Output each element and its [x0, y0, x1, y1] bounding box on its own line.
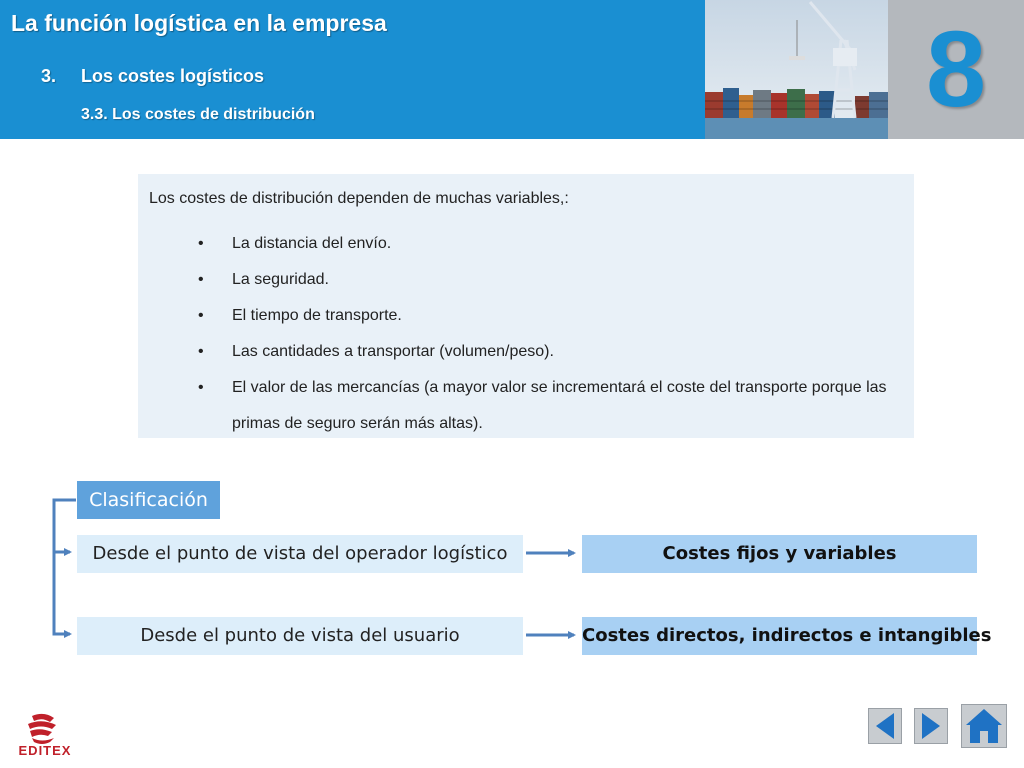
- viewpoint-usuario-label: Desde el punto de vista del usuario: [140, 625, 460, 646]
- bullet-marker: •: [198, 307, 204, 324]
- classification-label: Clasificación: [89, 489, 208, 511]
- logo-text: EDITEX: [18, 743, 72, 758]
- bullet-marker: •: [198, 235, 204, 252]
- list-item-text: La seguridad.: [232, 271, 329, 288]
- bullet-marker: •: [198, 343, 204, 360]
- page-title: La función logística en la empresa: [11, 10, 387, 36]
- subsection-title: 3.3. Los costes de distribución: [81, 106, 315, 123]
- classification-header: [77, 481, 220, 519]
- previous-button[interactable]: [868, 708, 902, 744]
- viewpoint-operador-box: [77, 535, 523, 573]
- home-icon: [962, 705, 1006, 747]
- intro-text: Los costes de distribución dependen de muchas variables,:: [149, 190, 569, 207]
- section-title: Los costes logísticos: [81, 66, 265, 86]
- previous-icon: [869, 709, 901, 743]
- home-button[interactable]: [961, 704, 1007, 748]
- result-operador-box: [582, 535, 977, 573]
- result-usuario-label: Costes directos, indirectos e intangibles: [582, 625, 992, 646]
- list-item-text: Las cantidades a transportar (volumen/peso).: [232, 343, 554, 360]
- bracket-line: [54, 500, 76, 634]
- viewpoint-usuario-box: [77, 617, 523, 655]
- viewpoint-operador-label: Desde el punto de vista del operador logístico: [92, 543, 508, 564]
- bullet-marker: •: [198, 379, 204, 396]
- list-item-text: La distancia del envío.: [232, 235, 392, 252]
- next-button[interactable]: [914, 708, 948, 744]
- next-icon: [915, 709, 947, 743]
- list-item-text: El tiempo de transporte.: [232, 307, 402, 324]
- section-number: 3.: [41, 66, 57, 86]
- chapter-number: 8: [925, 8, 987, 129]
- bullet-marker: •: [198, 271, 204, 288]
- result-operador-label: Costes fijos y variables: [662, 543, 897, 564]
- editex-logo: [10, 712, 80, 758]
- list-item-text: El valor de las mercancías (a mayor valor se incrementará el coste del transporte porque las primas de seguro serán más altas).: [232, 379, 887, 432]
- result-usuario-box: [582, 617, 992, 655]
